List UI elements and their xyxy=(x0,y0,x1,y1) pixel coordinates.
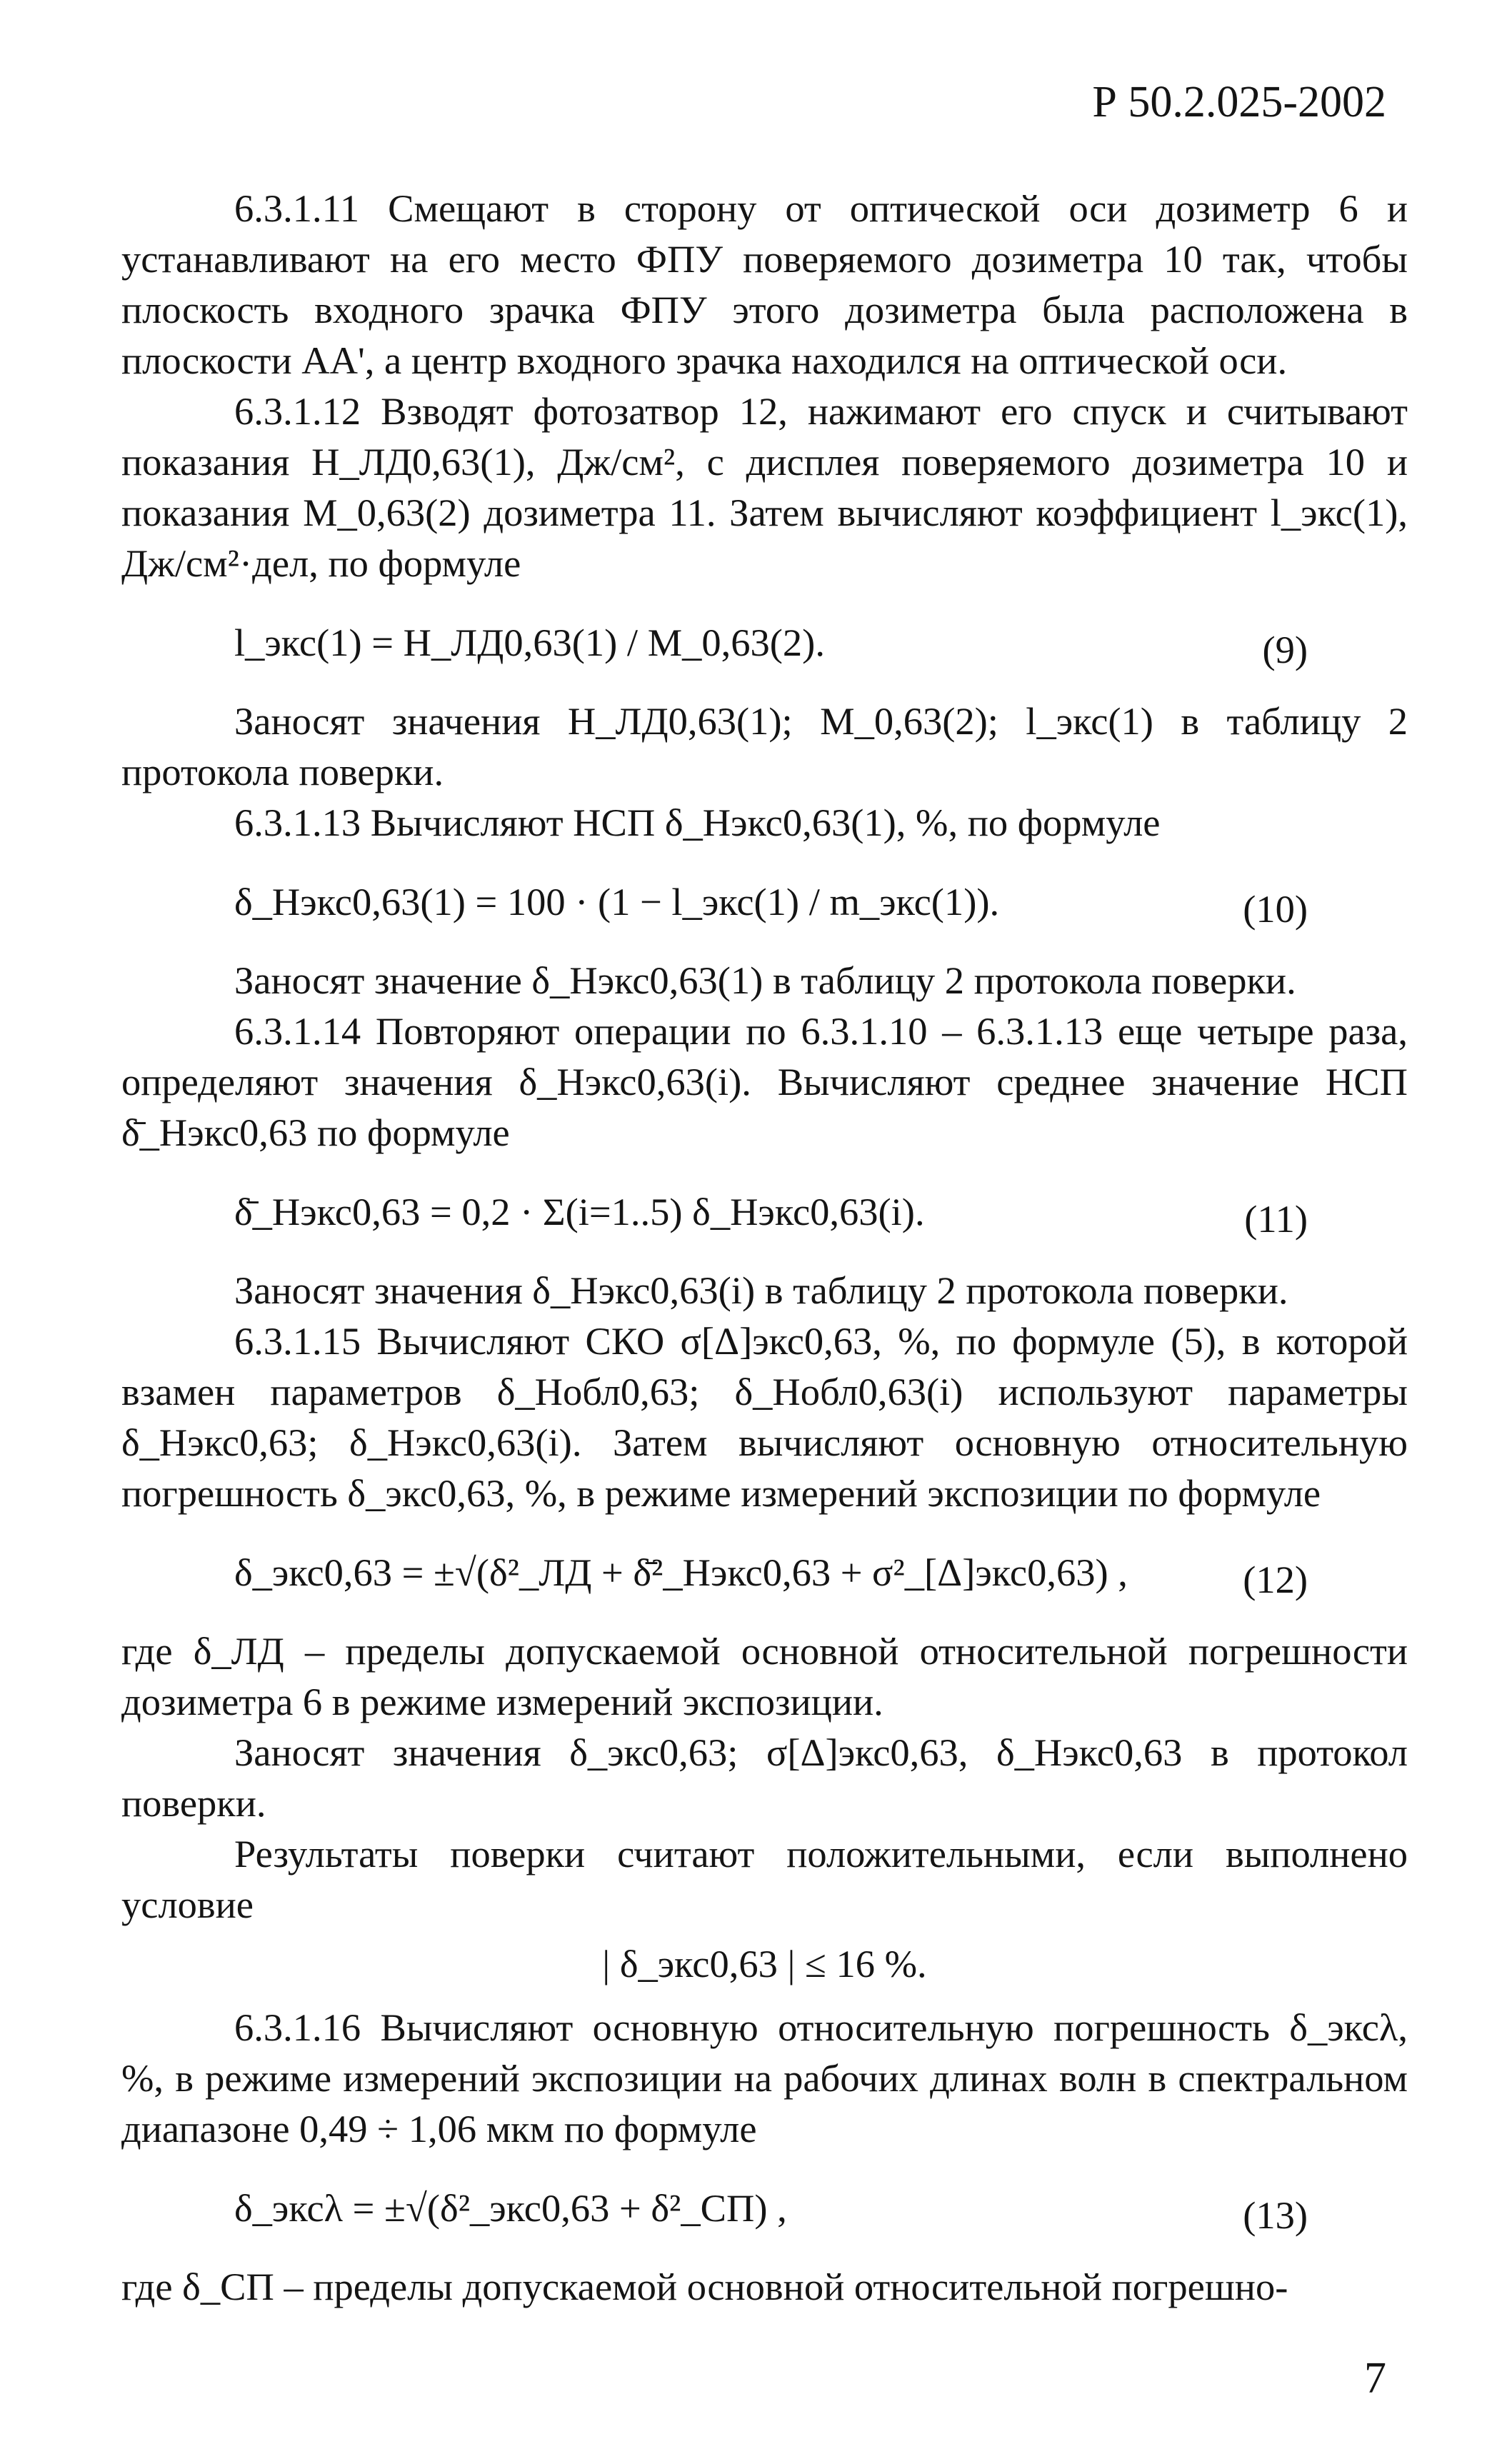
formula-13-expression: δ_эксλ = ±√(δ²_экс0,63 + δ²_СП) , xyxy=(234,2186,787,2230)
formula-12-number: (12) xyxy=(1243,1558,1308,1601)
formula-9-number: (9) xyxy=(1262,628,1308,671)
paragraph-6-3-1-16: 6.3.1.16 Вычисляют основную относительную погрешность δ_эксλ, %, в режиме измерений экспозиции на рабочих длинах волн в спектральном диапазоне 0,49 ÷ 1,06 мкм по формуле xyxy=(121,2005,1408,2150)
paragraph-condition-intro: Результаты поверки считают положительными, если выполнено условие xyxy=(121,1832,1408,1926)
page-number: 7 xyxy=(1364,2354,1386,2403)
formula-13 xyxy=(121,2154,1408,2261)
formula-condition: | δ_экс0,63 | ≤ 16 %. xyxy=(602,1942,927,1985)
paragraph-6-3-1-13: 6.3.1.13 Вычисляют НСП δ_Hэкс0,63(1), %, по формуле xyxy=(234,801,1161,844)
paragraph-where-dsp: где δ_СП – пределы допускаемой основной относительной погрешно- xyxy=(121,2265,1288,2308)
formula-11-number: (11) xyxy=(1244,1197,1308,1241)
formula-9 xyxy=(121,589,1408,696)
formula-10-number: (10) xyxy=(1243,887,1308,931)
formula-12 xyxy=(121,1518,1408,1626)
paragraph-record-10: Заносят значение δ_Hэкс0,63(1) в таблицу 2 протокола поверки. xyxy=(234,958,1296,1002)
formula-10-expression: δ_Hэкс0,63(1) = 100 · (1 − l_экс(1) / m_экс(1)). xyxy=(234,880,1000,923)
formula-11-expression: δ̄_Hэкс0,63 = 0,2 · Σ(i=1..5) δ_Hэкс0,63(i). xyxy=(234,1190,925,1233)
paragraph-6-3-1-12: 6.3.1.12 Взводят фотозатвор 12, нажимают его спуск и считывают показания H_ЛД0,63(1), Дж/см², с дисплея поверяемого дозиметра 10 и показания M_0,63(2) дозиметра 11. Затем вычисляют коэффициент l_экс(1), Дж/см²·дел, по формуле xyxy=(121,389,1408,585)
document-body xyxy=(121,183,1408,2312)
formula-12-expression: δ_экс0,63 = ±√(δ²_ЛД + δ̄²_Hэкс0,63 + σ²_[Δ]экс0,63) , xyxy=(234,1551,1128,1594)
paragraph-record-9: Заносят значения H_ЛД0,63(1); M_0,63(2); l_экс(1) в таблицу 2 протокола поверки. xyxy=(121,699,1408,793)
paragraph-6-3-1-15: 6.3.1.15 Вычисляют СКО σ[Δ]экс0,63, %, по формуле (5), в которой взамен параметров δ_Hобл0,63; δ_Hобл0,63(i) используют параметры δ_Hэкс0,63; δ_Hэкс0,63(i). Затем вычисляют основную относительную погрешность δ_экс0,63, %, в режиме измерений экспозиции по формуле xyxy=(121,1319,1408,1515)
formula-11 xyxy=(121,1158,1408,1265)
document-code: Р 50.2.025-2002 xyxy=(1092,78,1386,126)
formula-13-number: (13) xyxy=(1243,2193,1308,2237)
formula-10 xyxy=(121,848,1408,955)
paragraph-6-3-1-14: 6.3.1.14 Повторяют операции по 6.3.1.10 – 6.3.1.13 еще четыре раза, определяют значения δ_Hэкс0,63(i). Вычисляют среднее значение НСП δ̄_Hэкс0,63 по формуле xyxy=(121,1009,1408,1154)
paragraph-record-12: Заносят значения δ_экс0,63; σ[Δ]экс0,63, δ_Hэкс0,63 в протокол поверки. xyxy=(121,1731,1408,1825)
paragraph-where-dld: где δ_ЛД – пределы допускаемой основной относительной погрешности дозиметра 6 в режиме измерений экспозиции. xyxy=(121,1629,1408,1723)
paragraph-6-3-1-11: 6.3.1.11 Смещают в сторону от оптической оси дозиметр 6 и устанавливают на его место ФПУ поверяемого дозиметра 10 так, чтобы плоскость входного зрачка ФПУ этого дозиметра была расположена в плоскости АА', а центр входного зрачка находился на оптической оси. xyxy=(121,186,1408,382)
formula-9-expression: l_экс(1) = H_ЛД0,63(1) / M_0,63(2). xyxy=(234,621,825,664)
paragraph-record-11: Заносят значения δ_Hэкс0,63(i) в таблицу 2 протокола поверки. xyxy=(234,1268,1288,1312)
